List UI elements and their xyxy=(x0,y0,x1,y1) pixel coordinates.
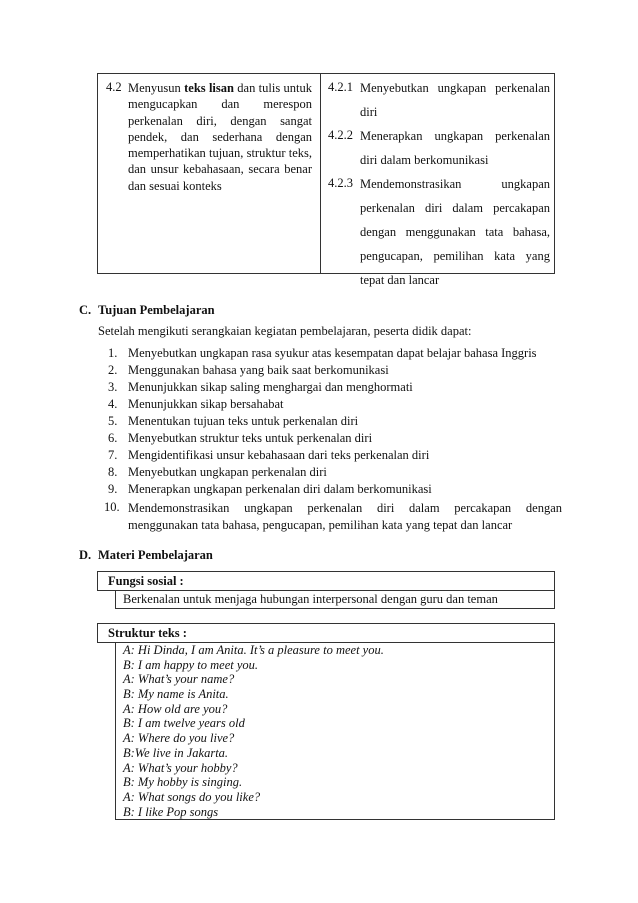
list-item: Menggunakan bahasa yang baik saat berkomunikasi xyxy=(128,363,389,377)
list-item: Mengidentifikasi unsur kebahasaan dari teks perkenalan diri xyxy=(128,448,430,462)
list-item: Menunjukkan sikap bersahabat xyxy=(128,397,284,411)
kd-text: Menyusun teks lisan dan tulis untuk mengucapkan dan merespon perkenalan diri, dengan sangat pendek, dan sederhana dengan memperhatikan tujuan, struktur teks, dan unsur kebahasaan, secara benar dan sesuai konteks xyxy=(128,81,313,193)
objectives-intro: Setelah mengikuti serangkaian kegiatan pembelajaran, peserta didik dapat: xyxy=(98,324,472,338)
dialog-line: B: My name is Anita. xyxy=(123,687,229,702)
section-c-letter: C. xyxy=(79,303,92,317)
dialog-line: B: I like Pop songs xyxy=(123,804,219,819)
list-item-number: 5. xyxy=(108,414,118,428)
list-item-number: 4. xyxy=(108,397,118,411)
section-d-title: Materi Pembelajaran xyxy=(98,548,213,562)
struktur-teks-dialog xyxy=(115,642,555,820)
dialog-line: B: I am happy to meet you. xyxy=(123,657,259,672)
dialog-line: A: Hi Dinda, I am Anita. It’s a pleasure to meet you. xyxy=(123,643,384,657)
list-item-number: 2. xyxy=(108,363,118,377)
section-c-title: Tujuan Pembelajaran xyxy=(98,303,215,317)
dialog-line: B:We live in Jakarta. xyxy=(123,745,229,760)
list-item: Menyebutkan ungkapan rasa syukur atas kesempatan dapat belajar bahasa Inggris xyxy=(128,346,537,360)
dialog-line: A: What songs do you like? xyxy=(123,789,261,804)
list-item: Menunjukkan sikap saling menghargai dan menghormati xyxy=(128,380,413,394)
list-item: Menyebutkan ungkapan perkenalan diri xyxy=(128,465,327,479)
list-item-number: 7. xyxy=(108,448,118,462)
section-d-letter: D. xyxy=(79,548,92,562)
table-column-divider xyxy=(320,74,321,273)
fungsi-sosial-content: Berkenalan untuk menjaga hubungan interpersonal dengan guru dan teman xyxy=(115,590,555,609)
dialog-line: A: Where do you live? xyxy=(123,731,235,746)
dialog-line: B: My hobby is singing. xyxy=(123,775,243,790)
competency-table: 4.2 Menyusun teks lisan dan tulis untuk mengucapkan dan merespon perkenalan diri, dengan sangat pendek, dan sederhana dengan memperhatikan tujuan, struktur teks, dan unsur kebahasaan, secara benar dan sesuai konteks 4.2.1 Menyebutkan ungkapan perkenalan diri 4.2.2 Menerapkan ungkapan perkenalan diri dalam berkomunikasi 4.2.3 Mendemonstrasikan ungkapan perkenalan diri dalam percakapan dengan menggunakan tata bahasa, pengucapan, pemilihan kata yang tepat dan lancar xyxy=(97,73,555,274)
dialog-line: A: How old are you? xyxy=(123,701,228,716)
list-item-number: 9. xyxy=(108,482,118,496)
list-item-number: 8. xyxy=(108,465,118,479)
list-item-number: 3. xyxy=(108,380,118,394)
list-item: Mendemonstrasikan ungkapan perkenalan diri dalam percakapan dengan menggunakan tata bahasa, pengucapan, pemilihan kata yang tepat dan lancar xyxy=(128,501,562,532)
list-item-number: 1. xyxy=(108,346,118,360)
list-item: Menentukan tujuan teks untuk perkenalan diri xyxy=(128,414,359,428)
dialog-line: B: I am twelve years old xyxy=(123,716,245,731)
dialog-line: A: What’s your name? xyxy=(123,672,235,687)
list-item-number: 6. xyxy=(108,431,118,445)
list-item: Menyebutkan struktur teks untuk perkenalan diri xyxy=(128,431,373,445)
kd-bold-phrase: teks lisan xyxy=(184,81,234,95)
dialog-line: A: What’s your hobby? xyxy=(123,760,238,775)
fungsi-sosial-header: Fungsi sosial : xyxy=(97,571,555,591)
list-item-number: 10. xyxy=(104,500,120,514)
struktur-teks-header: Struktur teks : xyxy=(97,623,555,643)
list-item: Menerapkan ungkapan perkenalan diri dalam berkomunikasi xyxy=(128,482,432,496)
kd-number: 4.2 xyxy=(106,80,122,94)
